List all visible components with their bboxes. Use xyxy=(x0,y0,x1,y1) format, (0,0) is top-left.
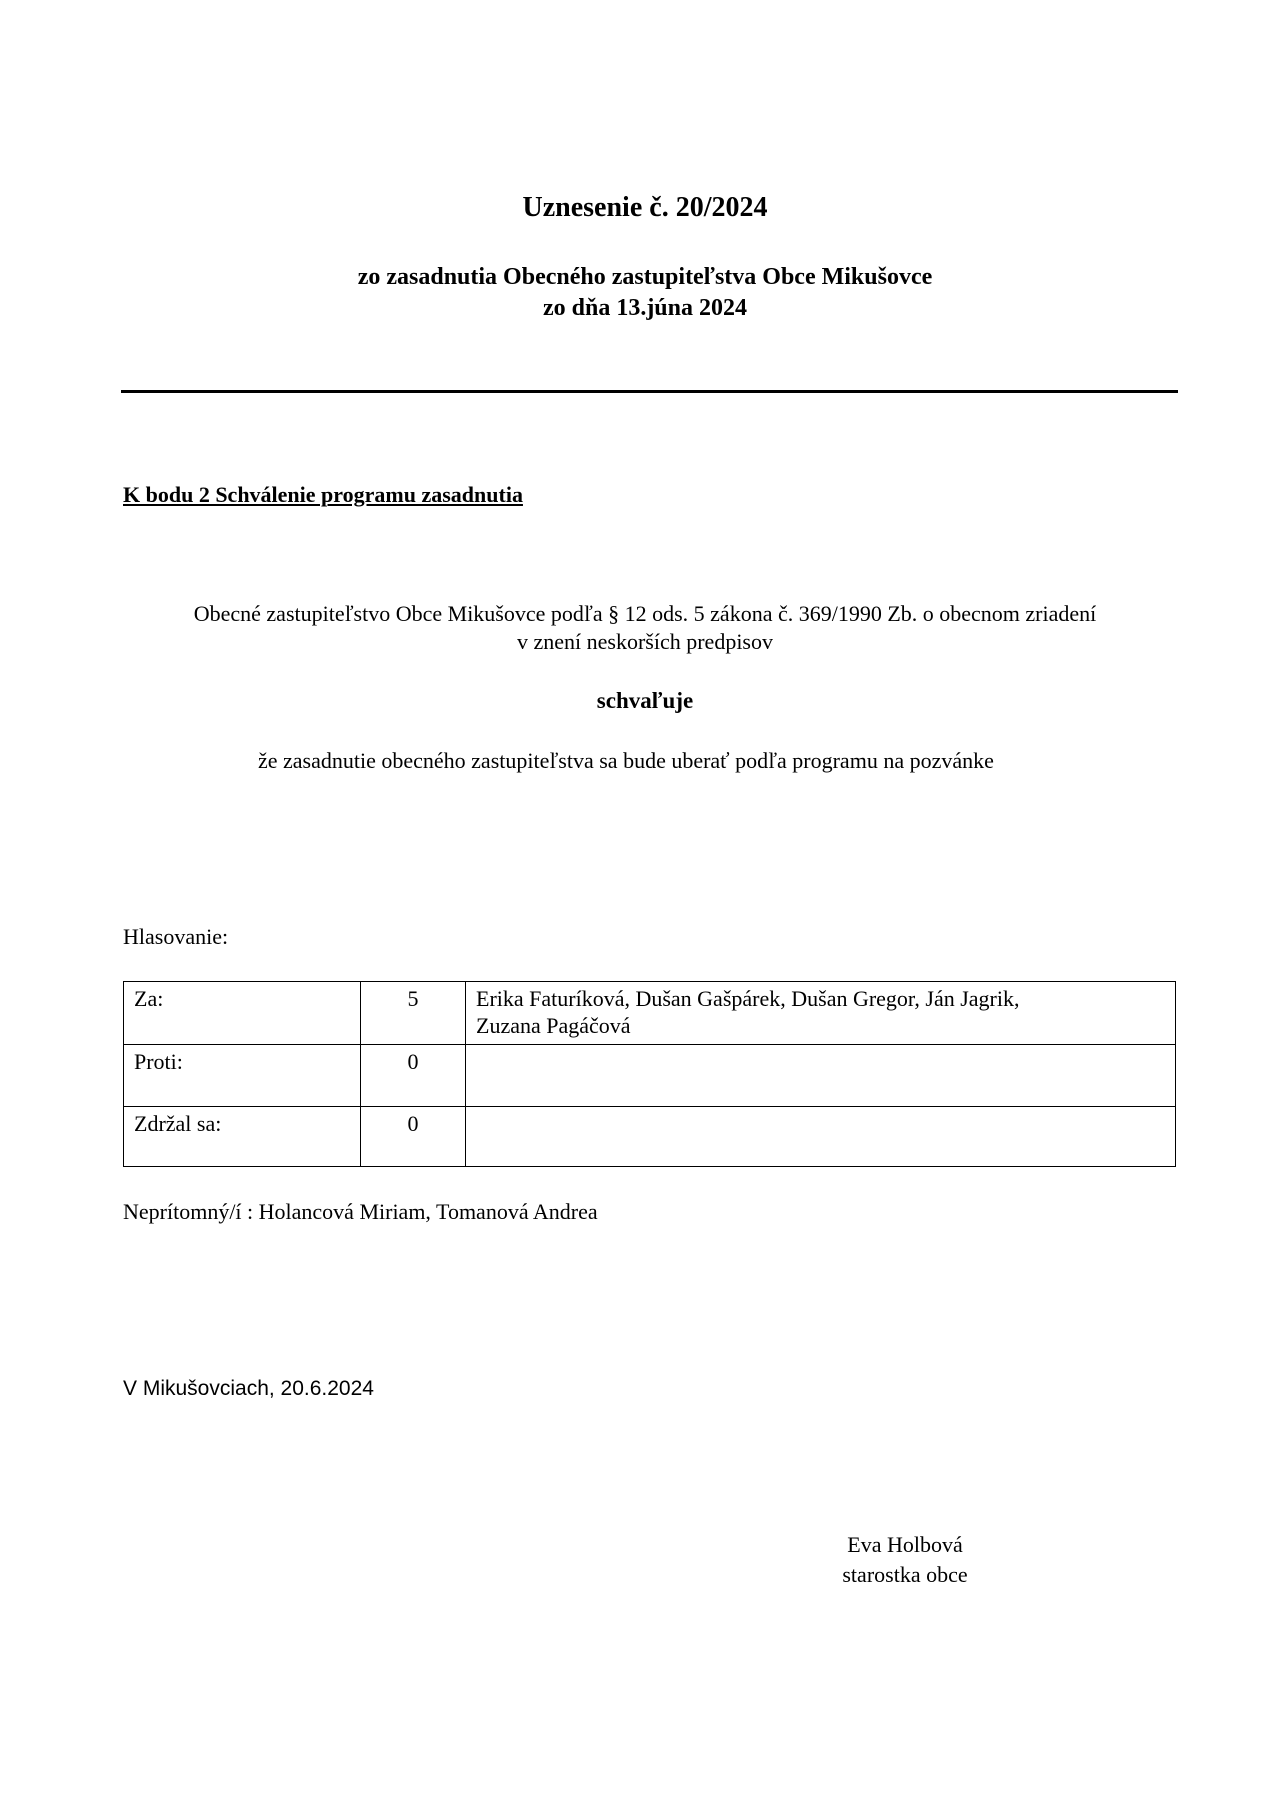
vote-label: Proti: xyxy=(124,1045,361,1107)
resolution-subtitle xyxy=(0,262,1280,324)
vote-count: 0 xyxy=(361,1107,466,1167)
signatory-role: starostka obce xyxy=(842,1562,968,1587)
table-row xyxy=(124,982,1176,1045)
legal-basis-line-2: v znení neskorších predpisov xyxy=(517,629,773,654)
decision-text: že zasadnutie obecného zastupiteľstva sa bude uberať podľa programu na pozvánke xyxy=(258,748,994,773)
vote-names xyxy=(466,982,1176,1045)
place-and-date: V Mikušovciach, 20.6.2024 xyxy=(123,1377,374,1400)
table-row xyxy=(124,1045,1176,1107)
legal-basis-text xyxy=(110,600,1180,656)
vote-names-line-1: Erika Faturíková, Dušan Gašpárek, Dušan Gregor, Ján Jagrik, xyxy=(476,986,1020,1011)
subtitle-line-2: zo dňa 13.júna 2024 xyxy=(542,295,748,321)
table-row xyxy=(124,1107,1176,1167)
vote-names-line-2: Zuzana Pagáčová xyxy=(476,1013,631,1038)
signatory-name: Eva Holbová xyxy=(847,1532,963,1557)
section-heading: K bodu 2 Schválenie programu zasadnutia xyxy=(123,482,523,507)
vote-label: Zdržal sa: xyxy=(124,1107,361,1167)
vote-count: 5 xyxy=(361,982,466,1045)
horizontal-rule xyxy=(121,390,1178,393)
vote-label: Za: xyxy=(124,982,361,1045)
resolution-title: Uznesenie č. 20/2024 xyxy=(522,192,768,223)
voting-label: Hlasovanie: xyxy=(123,924,229,949)
legal-basis-line-1: Obecné zastupiteľstvo Obce Mikušovce podľa § 12 ods. 5 zákona č. 369/1990 Zb. o obecnom zriadení xyxy=(193,601,1097,626)
voting-table xyxy=(123,981,1176,1167)
absent-members: Neprítomný/í : Holancová Miriam, Tomanová Andrea xyxy=(123,1199,598,1224)
vote-names xyxy=(466,1045,1176,1107)
decision-word: schvaľuje xyxy=(596,688,694,713)
vote-names xyxy=(466,1107,1176,1167)
signature-block xyxy=(780,1530,1030,1590)
subtitle-line-1: zo zasadnutia Obecného zastupiteľstva Obce Mikušovce xyxy=(357,264,933,290)
vote-count: 0 xyxy=(361,1045,466,1107)
